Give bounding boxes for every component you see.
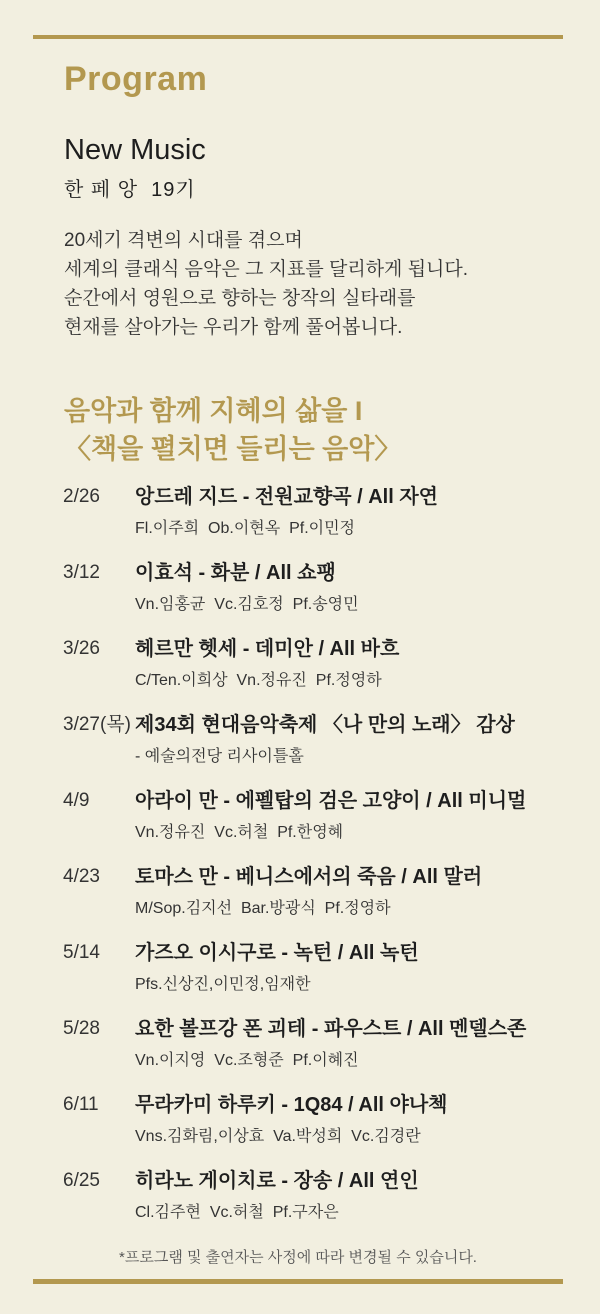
event-date: 5/14 (63, 942, 100, 963)
event-performers: Fl.이주희 Ob.이현옥 Pf.이민정 (135, 520, 356, 537)
event-row (63, 1092, 580, 1168)
section-heading (64, 392, 401, 468)
event-title: 가즈오 이시구로 - 녹턴 / All 녹턴 (135, 942, 419, 964)
event-body (135, 788, 580, 842)
event-performers: Vn.임홍균 Vc.김호정 Pf.송영민 (135, 596, 359, 613)
event-row (63, 940, 580, 1016)
event-title: 헤르만 헷세 - 데미안 / All 바흐 (135, 638, 400, 660)
event-date: 6/11 (63, 1094, 99, 1115)
event-body (135, 1016, 580, 1070)
event-title: 히라노 게이치로 - 장송 / All 연인 (135, 1170, 419, 1192)
event-title: 이효석 - 화분 / All 쇼팽 (135, 562, 336, 584)
event-date: 4/23 (63, 866, 100, 887)
event-performers: C/Ten.이희상 Vn.정유진 Pf.정영하 (135, 672, 382, 689)
top-rule (33, 35, 563, 39)
event-title: 제34회 현대음악축제 〈나 만의 노래〉 감상 (135, 714, 515, 736)
intro-line: 현재를 살아가는 우리가 함께 풀어봅니다. (64, 317, 403, 338)
event-body (135, 484, 580, 538)
event-row (63, 1168, 580, 1244)
event-row (63, 864, 580, 940)
event-body (135, 636, 580, 690)
event-date: 3/12 (63, 562, 100, 583)
event-row (63, 712, 580, 788)
event-row (63, 484, 580, 560)
event-date: 3/26 (63, 638, 100, 659)
event-title: 앙드레 지드 - 전원교향곡 / All 자연 (135, 486, 438, 508)
event-body (135, 560, 580, 614)
event-venue: - 예술의전당 리사이틀홀 (135, 748, 304, 765)
event-body (135, 1168, 580, 1222)
event-performers: Vn.정유진 Vc.허철 Pf.한영혜 (135, 824, 344, 841)
intro-line: 순간에서 영원으로 향하는 창작의 실타래를 (64, 288, 416, 309)
event-body (135, 1092, 580, 1146)
event-list (63, 484, 580, 1244)
event-body (135, 864, 580, 918)
event-body (135, 940, 580, 994)
event-date: 2/26 (63, 486, 100, 507)
event-performers: Cl.김주현 Vc.허철 Pf.구자은 (135, 1204, 339, 1221)
edition-label: 한 페 앙 19기 (64, 179, 196, 201)
event-row (63, 788, 580, 864)
event-performers: M/Sop.김지선 Bar.방광식 Pf.정영하 (135, 900, 391, 917)
event-body (135, 712, 580, 766)
event-performers: Vn.이지영 Vc.조형준 Pf.이혜진 (135, 1052, 359, 1069)
footnote: *프로그램 및 출연자는 사정에 따라 변경될 수 있습니다. (119, 1249, 477, 1266)
event-performers: Vns.김화림,이상효 Va.박성희 Vc.김경란 (135, 1128, 421, 1145)
section-heading-line-2: 〈책을 펼치면 들리는 음악〉 (64, 434, 402, 464)
event-date: 5/28 (63, 1018, 100, 1039)
event-performers: Pfs.신상진,이민정,임재한 (135, 976, 311, 993)
event-date: 3/27(목) (63, 714, 131, 735)
event-date: 6/25 (63, 1170, 100, 1191)
section-heading-line-1: 음악과 함께 지혜의 삶을 I (64, 396, 363, 426)
intro-line: 20세기 격변의 시대를 겪으며 (64, 230, 303, 251)
event-row (63, 560, 580, 636)
event-title: 요한 볼프강 폰 괴테 - 파우스트 / All 멘델스존 (135, 1018, 527, 1040)
series-title: New Music (64, 134, 206, 166)
event-title: 무라카미 하루키 - 1Q84 / All 야나첵 (135, 1094, 448, 1116)
event-title: 토마스 만 - 베니스에서의 죽음 / All 말러 (135, 866, 483, 888)
page-title: Program (64, 60, 208, 98)
bottom-rule (33, 1279, 563, 1284)
event-row (63, 1016, 580, 1092)
event-title: 아라이 만 - 에펠탑의 검은 고양이 / All 미니멀 (135, 790, 527, 812)
intro-line: 세계의 클래식 음악은 그 지표를 달리하게 됩니다. (64, 259, 469, 280)
event-row (63, 636, 580, 712)
intro-paragraph (64, 226, 468, 342)
event-date: 4/9 (63, 790, 90, 811)
